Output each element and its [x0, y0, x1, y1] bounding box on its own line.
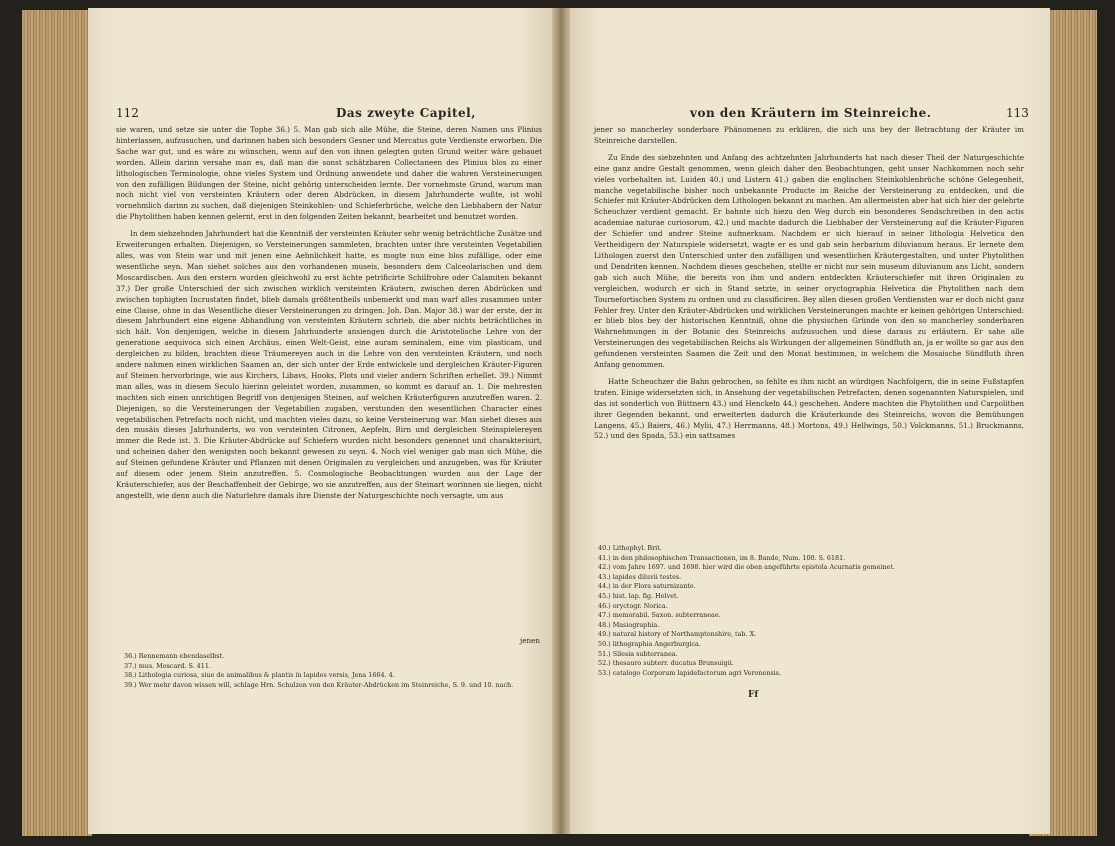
footnote: 41.) in den philosophischen Transactionen, im 8. Bande, Num. 100. S. 6181. [598, 553, 846, 562]
footnote: 40.) Lithophyl. Brit. [598, 544, 662, 552]
left-body-text [116, 125, 542, 502]
book-edge-left [22, 10, 92, 836]
left-page-number: 112 [116, 106, 139, 120]
right-footnotes [598, 544, 1018, 678]
footnote: 50.) lithographia Angerburgica. [598, 639, 701, 648]
footnote: 47.) memorabil. Saxon. subterraneae. [598, 611, 721, 620]
book-gutter [552, 8, 570, 834]
footnote: 37.) mus. Moscard. S. 411. [124, 661, 211, 670]
footnote: 43.) lapides diluvii testes. [598, 572, 682, 581]
right-paragraph: jener so mancherley sonderbare Phänomenen zu erklären, die sich uns bey der Betrachtung der Kräuter im Steinreiche darstellen. [594, 125, 1024, 145]
footnote: 48.) Masiographia. [598, 620, 660, 629]
footnote: 49.) natural history of Northamptonshire, tab. X. [598, 630, 757, 639]
left-paragraph: In dem siebzehnden Jahrhundert hat die Kenntniß der versteinten Kräuter sehr wenig beträchtliche Zusätze und Erweiterungen erhalten. Diejenigen, so Versteinerungen sammleten, brachten unter ihre versteinten Vegetabilien alles, was von Stein war und mit jenen eine Aehnlichkeit hatte, es mogte nun eine blos zufällige, oder eine wesentliche seyn. Man siehet solches aus den vorhandenen museis, besonders dem Calceolarischen und dem Moscardischen. Aus den erstern wurden gleichwohl zu erst ächte petrificirte Schilfrohre oder Calamiten bekannt 37.) Der große Unterschied der sich zwischen wirklich versteinten Kräutern, zwischen deren Abdrücken und zwischen tophigten Incrustaten findet, blieb damals größtentheils unbemerkt und man warf alles zusammen unter eine Classe, ohne in das Wesentliche dieser Versteinerungen zu dringen. Joh. Dan. Major 38.) war der erste, der in diesem Jahrhundert eine eigene Abhandlung von versteinten Kräutern schrieb, die aber nichts beträchtliches in sich hält. Von denjenigen, welche in diesem Jahrhunderte ansiengen durch die Aristotelische Lehre von der generatione aequivoca sich einen Archäus, einen Welt-Geist, eine auram seminalem, eine vim plasticam, und dergleichen zu bilden, brachten diese Träumereyen auch in die Lehre von den versteinten Kräutern, und noch andere nahmen einen wirklichen Saamen an, der sich unter der Erde entwickele und dergleichen Kräuter-Figuren auf Steinen hervorbringe, wie aus Kirchers, Libavs, Hooks, Plots und vieler andern Schriften erhellet. 39.) Nimmt man alles, was in diesem Seculo hierinn geleistet worden, zusammen, so kommt es darauf an. 1. Die mehresten machten sich einen unrichtigen Begriff von denjenigen Steinen, auf welchen Kräuterfiguren anzutreffen waren. 2. Diejenigen, so die Versteinerungen der Vegetabilien zugaben, verstunden den wesentlichen Character eines vegetabilischen Petrefacts noch nicht, und machten vieles dazu, so keine Versteinerung war. Man siehet dieses aus den musäis dieses Jahrhunderts, wo von versteinten Citronen, Aepfeln, Birn und dergleichen Steinspielereyen immer die Rede ist. 3. Die Kräuter-Abdrücke auf Schiefern wurden nicht besonders genennet und charakterisirt, und scheinen daher den wenigsten noch bekannt gewesen zu seyn. 4. Noch viel weniger gab man sich Mühe, die auf Steinen gefundene Kräuter und Pflanzen mit denen Originalen zu vergleichen und anzugeben, was für Kräuter auf diesem oder jenem Stein anzutreffen. 5. Cosmologische Beobachtungen wurden aus der Lage der Kräuterschiefer, aus der Beschaffenheit der Gebirge, wo sie anzutreffen, aus der Steinart worinnen sie liegen, nicht angestellt, wie denn auch die Naturlehre damals ihre Dienste der Naturgeschichte noch versagte, um aus [116, 229, 543, 500]
footnote: 45.) hist. lap. fig. Helvet. [598, 591, 679, 600]
left-running-title: Das zweyte Capitel, [336, 106, 476, 120]
left-footnotes [124, 652, 542, 690]
footnote: 46.) oryctogr. Norica. [598, 601, 668, 610]
right-paragraph: Hatte Scheuchzer die Bahn gebrochen, so fehlte es ihm nicht an würdigen Nachfolgern, die in seine Fußstapfen traten. Einige widersetzten sich, in Ansehung der vegetabilischen Petrefacten, denen sogenannten Naturspielen, und das ist sonderlich von Büttnern 43.) und Henckeln 44.) geschehen. Andere machten die Phytolithen und Carpolithen ihrer Gegenden bekannt, und erweiterten dadurch die Kräuterkunde des Steinreichs, wovon die Bemühungen Langens, 45.) Baiers, 46.) Mylii, 47.) Herrmanns, 48.) Mortons, 49.) Hellwings, 50.) Volckmanns, 51.) Bruckmanns, 52.) und des Spada, 53.) ein sattsames [594, 376, 1024, 441]
footnote: 53.) catalogo Corporum lapidefactorum agri Veronensis. [598, 668, 781, 677]
footnote: 51.) Silesia subterranea. [598, 649, 678, 658]
right-paragraph: Zu Ende des siebzehnten und Anfang des achtzehnten Jahrhunderts hat nach dieser Theil der Naturgeschichte eine ganz andre Gestalt genommen, wenn gleich daher den Beobachtungen, geht unser Nachkommen noch sehr vieles vorbehalten ist. Luiden 40.) und Listern 41.) gaben die englischen Steinkohlenbrüche schöne Gelegenheit, manche vegetabilische bisher noch unbekannte Producte im Reiche der Versteinerung zu entdecken, und die Schiefer mit Kräuter-Abdrücken dem Lithologen bekannt zu machen. Am allermeisten aber hat sich hier der gelehrte Scheuchzer verdient gemacht. Er bahnte sich hiezu den Weg durch ein besonderes Sendschreiben in den actis academiae naturae curiosorum, 42.) und machte dadurch die Liebhaber der Versteinerung auf die Kräuter-Figuren der Schiefer und andrer Steine aufmerksam. Nachdem er sich hierauf in seiner lithologia Helvetica den Vertheidigern der Naturspiele widersetzt, wagte er es und gab sein herbarium diluvianum heraus. Er lernete dem Lithologen zuerst den Unterschied unter den zufälligen und wesentlichen Kräutergestalten, und unter Phytolithen und Dendriten kennen. Nachdem dieses geschehen, stellte er nicht nur sein museum diluvianum ans Licht, sondern gab sich auch Mühe, die bereits von ihm und andern entdeckten Kräuterschiefer mit ihren Originalen zu vergleichen, wodurch er sich in Stand setzte, in seiner oryctographia Helvetica die Phytolithen nach dem Tournefortischen System zu ordnen und zu classificiren. Bey allen diesen großen Verdiensten war er doch nicht ganz Fehler frey. Unter den Kräuter-Abdrücken und wirklichen Versteinerungen machte er keinen gehörigen Unterschied: er blieb blos bey der historischen Kenntniß, ohne die physischen Gründe von den so mancherley sonderbaren Wahrnehmungen in der Botanic des Steinreichs aufzusuchen und diese daraus zu erläutern. Er sahe alle Versteinerungen des vegetabilischen Reichs als Wirkungen der allgemeinen Sündfluth an, ja er wollte so gar aus den gefundenen versteinten Saamen die Zeit und den Monat bestimmen, in welchem die Mosaische Sündfluth ihren Anfang genommen. [594, 152, 1024, 370]
left-paragraph: sie waren, und setze sie unter die Tophe 36.) 5. Man gab sich alle Mühe, die Steine, deren Namen uns Plinius hinterlassen, aufzusuchen, und darinnen haben sich besonders Gesner und Mercatus gute Verdienste erworben. Die Sache war gut, und es wäre zu wünschen, wenn auf den von ihnen gelegten guten Grund weiter wäre gebauet worden. Allein darinn versahe man es, daß man die sonst schätzbaren Collectaneen des Plinius blos zu einer lithologischen Terminologie, ohne vieles System und Ordnung anwendete und daher die wahren Versteinerungen von den zufälligen Bildungen der Steine, nicht gehörig unterscheiden lernte. Der vornehmste Grund, warum man noch nicht viel von versteinten Kräutern oder deren Abdrücken, in diesem Jahrhunderte wußte, ist wohl vornehmlich darinn zu suchen, daß diejenigen Steinkohlen- und Schieferbrüche, welche den Liebhabern der Natur die Phytolithen haben kennen gelernt, erst in den folgenden Zeiten bekannt, bearbeitet und benutzet worden. [116, 125, 542, 222]
footnote: 39.) Wer mehr davon wissen will, schlage Hrn. Schulzen von den Kräuter-Abdrücken im Steinreiche, S. 9. und 10. nach. [124, 680, 514, 689]
right-body-text [594, 125, 1024, 442]
signature-mark: Ff [748, 690, 759, 700]
footnote: 42.) vom Jahre 1697. und 1698. hier wird die oben angeführte epistola Acurnatis gemeinet. [598, 563, 895, 572]
footnote: 38.) Lithologia curiosa, siue de animalibus & plantis in lapides versis, Jena 1664. 4. [124, 671, 395, 680]
left-catchword: jenen [520, 636, 540, 645]
footnote: 52.) thesauro subterr. ducatus Brunsuigii. [598, 659, 734, 668]
footnote: 44.) in der Flora saturnizante. [598, 582, 696, 591]
footnote: 36.) Rennemann ebendaselbst. [124, 652, 225, 660]
right-page-number: 113 [1006, 106, 1029, 120]
right-running-title: von den Kräutern im Steinreiche. [690, 106, 932, 120]
